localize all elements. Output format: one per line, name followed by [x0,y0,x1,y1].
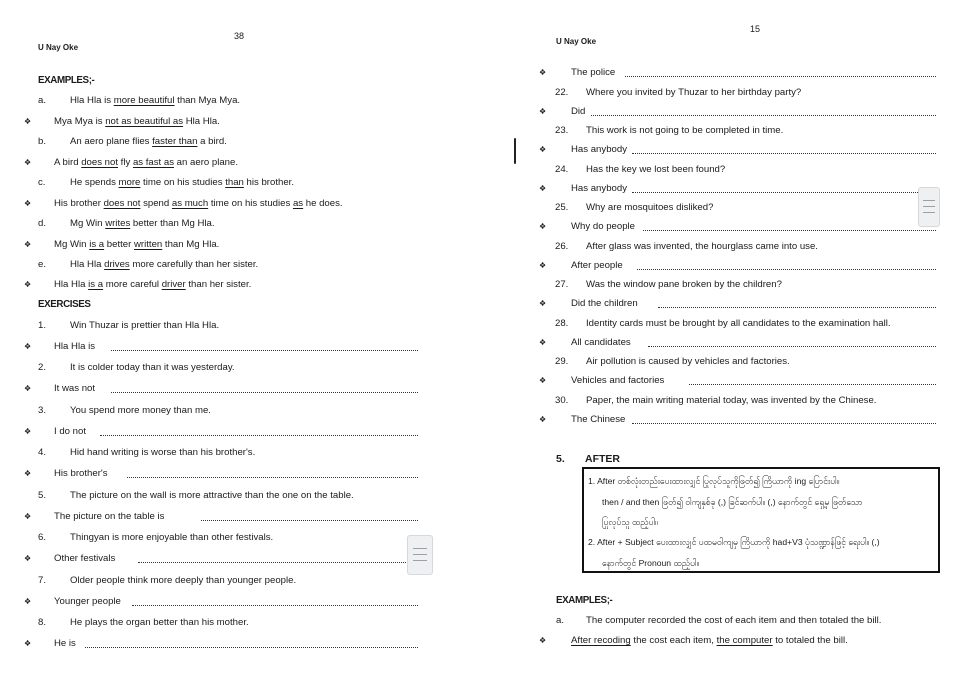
bullet-icon: ❖ [24,280,32,289]
phrase: a bird. [197,136,227,147]
rule-line: ပြုလုပ်သူ ထည့်ပါ။ [602,517,658,527]
item-number: 29. [555,356,569,367]
rule-line: နောက်တွင် Pronoun ထည့်ပါ။ [602,558,700,568]
phrase: better [104,239,134,250]
exercise-answer-text: It was not [54,383,96,394]
item-marker: d. [38,218,47,229]
bullet-icon: ❖ [24,117,32,126]
underlined-phrase: writes [105,218,131,229]
underlined-phrase: is a [89,239,105,250]
exercise-answer-text: All candidates [571,337,631,348]
answer-blank[interactable] [632,192,936,193]
example-question-text [70,135,227,149]
exercise-answer-text: Younger people [54,596,121,607]
item-number: 5. [38,490,47,501]
phrase: fly [118,157,133,168]
answer-blank[interactable] [648,346,936,347]
phrase: A bird [54,157,82,168]
phrase: better than Mg Hla. [130,218,215,229]
exercise-answer-text: The police [571,67,616,78]
rule-line: 1. After တစ်လုံးတည်းပေးထားလျှင် ပြုလုပ်သူကိုဖြတ်၍ ကြိယာကို ing ပြောင်းပါ။ [588,476,840,486]
exercise-answer-text: I do not [54,426,87,437]
answer-blank[interactable] [689,384,936,385]
item-number: 30. [555,395,569,406]
phrase: Hla Hla [54,279,89,290]
phrase: He spends [70,177,119,188]
bullet-icon: ❖ [24,597,32,606]
bullet-icon: ❖ [539,145,547,154]
item-number: 4. [38,447,47,458]
phrase: time on his studies [208,198,293,209]
answer-blank[interactable] [85,647,418,648]
rule-line: 2. After + Subject ပေးထားလျှင် ပထမဝါကျမှ ကြိယာကို had+V3 ပုံသဏ္ဍာန်ဖြင့် ရေးပါ။ (,) [588,537,880,547]
answer-blank[interactable] [637,269,936,270]
item-marker: e. [38,259,47,270]
answer-blank[interactable] [632,153,936,154]
bullet-icon: ❖ [24,342,32,351]
left-scroll-handle[interactable] [407,535,433,575]
left-author: U Nay Oke [38,43,79,52]
exercise-question-text: This work is not going to be completed in time. [586,125,784,136]
bullet-icon: ❖ [539,184,547,193]
exercise-answer-text: After people [571,260,623,271]
exercise-question-text: Win Thuzar is prettier than Hla Hla. [70,320,220,331]
exercise-answer-text: The Chinese [571,414,626,425]
bullet-icon: ❖ [539,261,547,270]
exercise-answer-text: He is [54,638,76,649]
phrase: Mg Win [54,239,90,250]
item-marker: a. [38,95,47,106]
item-number: 23. [555,125,569,136]
phrase: more carefully than her sister. [129,259,259,270]
bullet-icon: ❖ [24,554,32,563]
phrase: the cost each item, [630,635,717,646]
bullet-icon: ❖ [24,639,32,648]
right-examples-heading: EXAMPLES;- [556,595,613,606]
example-question-text [70,217,215,231]
bullet-icon: ❖ [539,376,547,385]
item-number: 28. [555,318,569,329]
exercise-question-text: You spend more money than me. [70,405,211,416]
phrase: than Mg Hla. [162,239,220,250]
phrase: spend [140,198,172,209]
exercise-question-text: He plays the organ better than his mother. [70,617,249,628]
exercise-question-text: Has the key we lost been found? [586,164,726,175]
example-answer-text [54,156,238,170]
answer-blank[interactable] [100,435,418,436]
exercise-answer-text: Hla Hla is [54,341,96,352]
bullet-icon: ❖ [539,299,547,308]
exercise-question-text: After glass was invented, the hourglass came into use. [586,241,818,252]
phrase: to totaled the bill. [772,635,848,646]
exercise-answer-text: Vehicles and factories [571,375,665,386]
bullet-icon: ❖ [24,240,32,249]
underlined-phrase: written [134,239,163,250]
section-number: 5. [556,453,565,465]
phrase: he does. [303,198,343,209]
example-answer-text [54,278,251,292]
underlined-phrase: does not [81,157,119,168]
section-title: AFTER [585,453,620,465]
bullet-icon: ❖ [24,384,32,393]
example-answer-text [571,634,848,648]
exercise-answer-text: Other festivals [54,553,116,564]
item-number: 8. [38,617,47,628]
answer-blank[interactable] [201,520,418,521]
item-number: 2. [38,362,47,373]
bullet-icon: ❖ [539,415,547,424]
item-number: 24. [555,164,569,175]
exercise-question-text: Hid hand writing is worse than his brother's. [70,447,256,458]
underlined-phrase: more beautiful [113,95,175,106]
exercise-answer-text: The picture on the table is [54,511,165,522]
underlined-phrase: not as beautiful as [105,116,184,127]
item-marker: b. [38,136,47,147]
exercise-question-text: The picture on the wall is more attractive than the one on the table. [70,490,354,501]
phrase: Hla Hla [70,259,105,270]
underlined-phrase: than [225,177,244,188]
phrase: than Mya Mya. [174,95,241,106]
left-page-number: 38 [234,31,245,41]
item-marker: a. [556,615,565,626]
right-author: U Nay Oke [556,37,597,46]
example-answer-text [54,197,343,211]
example-answer-text [54,115,220,129]
item-marker: c. [38,177,46,188]
underlined-phrase: as fast as [132,157,175,168]
section-heading [556,452,620,466]
exercise-answer-text: Did the children [571,298,638,309]
example-answer-text [54,238,219,252]
right-page [480,0,960,679]
item-number: 26. [555,241,569,252]
margin-mark [514,138,516,164]
exercise-question-text: Identity cards must be brought by all candidates to the examination hall. [586,318,891,329]
phrase: more careful [103,279,162,290]
examples-heading: EXAMPLES;- [38,75,95,86]
answer-blank[interactable] [658,307,936,308]
answer-blank[interactable] [138,562,418,563]
answer-blank[interactable] [643,230,936,231]
answer-blank[interactable] [127,477,418,478]
answer-blank[interactable] [632,423,936,424]
example-question-text [70,176,294,190]
phrase: Mg Win [70,218,106,229]
exercise-question-text: Why are mosquitoes disliked? [586,202,714,213]
answer-blank[interactable] [111,350,418,351]
phrase: His brother [54,198,104,209]
bullet-icon: ❖ [539,222,547,231]
item-number: 1. [38,320,47,331]
item-number: 3. [38,405,47,416]
underlined-phrase: as [292,198,304,209]
underlined-phrase: faster than [152,136,198,147]
underlined-phrase: as much [171,198,209,209]
answer-blank[interactable] [111,392,418,393]
item-number: 7. [38,575,47,586]
bullet-icon: ❖ [24,469,32,478]
bullet-icon: ❖ [24,427,32,436]
exercise-answer-text: Did [571,106,586,117]
phrase: his brother. [243,177,295,188]
underlined-phrase: more [118,177,141,188]
underlined-phrase: is a [88,279,104,290]
right-scroll-handle[interactable] [918,187,940,227]
example-question-text [70,258,258,272]
bullet-icon: ❖ [539,338,547,347]
exercise-question-text: Thingyan is more enjoyable than other festivals. [70,532,274,543]
underlined-phrase: drives [104,259,130,270]
underlined-phrase: the computer [716,635,773,646]
item-number: 27. [555,279,569,290]
answer-blank[interactable] [625,76,936,77]
exercise-answer-text: His brother's [54,468,108,479]
exercise-question-text: Paper, the main writing material today, was invented by the Chinese. [586,395,877,406]
exercise-question-text: Older people think more deeply than younger people. [70,575,297,586]
example-question-text: The computer recorded the cost of each item and then totaled the bill. [586,615,882,626]
underlined-phrase: does not [103,198,141,209]
exercise-question-text: Air pollution is caused by vehicles and factories. [586,356,790,367]
phrase: time on his studies [140,177,226,188]
phrase: Mya Mya is [54,116,106,127]
bullet-icon: ❖ [539,68,547,77]
phrase: Hla Hla is [70,95,114,106]
bullet-icon: ❖ [539,636,547,645]
phrase: Hla Hla. [183,116,220,127]
item-number: 25. [555,202,569,213]
exercise-answer-text: Has anybody [571,144,627,155]
example-question-text [70,94,240,108]
phrase: than her sister. [185,279,252,290]
exercise-question-text: It is colder today than it was yesterday. [70,362,235,373]
answer-blank[interactable] [132,605,418,606]
item-number: 22. [555,87,569,98]
phrase: an aero plane. [174,157,239,168]
answer-blank[interactable] [591,115,936,116]
exercises-heading: EXERCISES [38,299,91,310]
underlined-phrase: After recoding [571,635,631,646]
item-number: 6. [38,532,47,543]
exercise-answer-text: Why do people [571,221,635,232]
bullet-icon: ❖ [24,512,32,521]
rule-line: then / and then ဖြတ်၍ ဝါကျနှစ်ခု (,) ခြင်ဆက်ပါ။ (,) နောက်တွင် ရှေ့မှ ဖြတ်သော [602,497,863,507]
exercise-answer-text: Has anybody [571,183,627,194]
rules-box [582,467,940,573]
phrase: An aero plane flies [70,136,153,147]
bullet-icon: ❖ [24,158,32,167]
right-page-number: 15 [750,24,761,34]
underlined-phrase: driver [161,279,186,290]
exercise-question-text: Where you invited by Thuzar to her birthday party? [586,87,802,98]
bullet-icon: ❖ [539,107,547,116]
exercise-question-text: Was the window pane broken by the children? [586,279,782,290]
bullet-icon: ❖ [24,199,32,208]
